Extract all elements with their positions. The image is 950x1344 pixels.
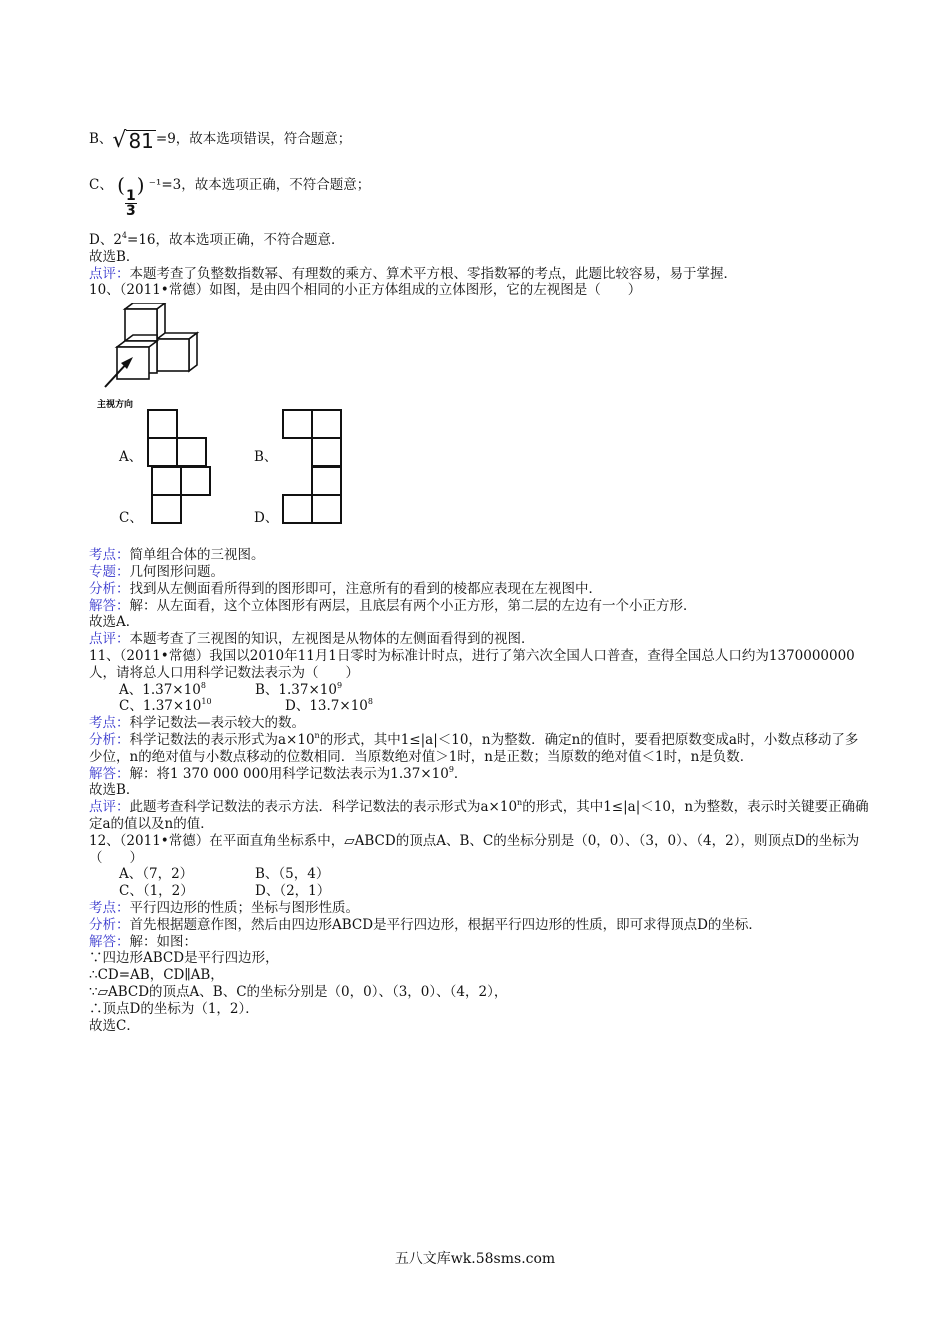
text: 科学记数法—表示较大的数。 bbox=[129, 715, 305, 732]
q10-choose: 故选A． bbox=[89, 614, 140, 631]
radicand: 81 bbox=[128, 129, 154, 153]
text: D、13.7×10 bbox=[285, 698, 368, 715]
q12-choose: 故选C． bbox=[89, 1017, 140, 1034]
text: 首先根据题意作图，然后由四边形ABCD是平行四边形，根据平行四边形的性质，即可求得顶点D的坐标． bbox=[129, 916, 762, 933]
option-d-label: D、 bbox=[254, 510, 279, 527]
q12-stem: 12、（2011•常德）在平面直角坐标系中，▱ABCD的顶点A、B、C的坐标分别是（0，0）、（3，0）、（4，2），则顶点D的坐标为（ ） bbox=[89, 832, 860, 866]
page-footer: 五八文库wk.58sms.com bbox=[394, 1251, 556, 1267]
option-b-label: B、 bbox=[254, 449, 278, 466]
q9-option-b-line bbox=[89, 130, 869, 151]
q10-stem: 10、（2011•常德）如图，是由四个相同的小正方体组成的立体图形，它的左视图是（ ） bbox=[89, 282, 642, 299]
cube-drawing bbox=[97, 303, 207, 413]
label: 解答： bbox=[89, 933, 130, 950]
text: 找到从左侧面看所得到的图形即可，注意所有的看到的棱都应表现在左视图中． bbox=[129, 580, 602, 597]
q10-jieda bbox=[89, 598, 869, 615]
text: 解：从左面看，这个立体图形有两层，且底层有两个小正方形，第二层的左边有一个小正方形． bbox=[129, 597, 697, 614]
text: 此题考查科学记数法的表示方法．科学记数法的表示形式为a×10 bbox=[129, 799, 518, 816]
q9-option-c-line bbox=[89, 173, 869, 219]
text: 解：将1 370 000 000用科学记数法表示为1.37×10 bbox=[129, 765, 449, 782]
paren-left: ( bbox=[117, 173, 125, 197]
superscript: 8 bbox=[200, 680, 206, 690]
text: =9，故本选项错误，符合题意； bbox=[155, 131, 352, 147]
q12-option-a: A、（7，2） bbox=[119, 866, 194, 883]
q10-kaodian bbox=[89, 547, 869, 564]
text: C、1.37×10 bbox=[119, 698, 202, 715]
text: 的形式，其中1≤|a|＜10，n为整数．确定n的值时，要看把原数变成a时，小数点移动了多少位，n的绝对值与小数点移动的位数相同．当原数绝对值＞1时，n是正数；当原数的绝对值＜1时，n是负数． bbox=[89, 731, 859, 765]
q10-cube-figure bbox=[97, 303, 207, 413]
q11-option-d bbox=[285, 698, 373, 714]
q10-fenxi bbox=[89, 581, 869, 598]
label: 考点： bbox=[89, 899, 130, 916]
text: D、2 bbox=[89, 232, 122, 248]
q11-dianping bbox=[89, 799, 869, 833]
text: 几何图形问题。 bbox=[129, 563, 224, 580]
label: 分析： bbox=[89, 580, 130, 597]
q11-stem: 11、（2011•常德）我国以2010年11月1日零时为标准计时点，进行了第六次全国人口普查，查得全国总人口约为1370000000人，请将总人口用科学记数法表示为（ ） bbox=[89, 647, 855, 681]
label: 解答： bbox=[89, 597, 130, 614]
radical-sign: √ bbox=[112, 128, 127, 153]
q11-option-a bbox=[119, 682, 255, 699]
q12-step-4: ∴顶点D的坐标为（1，2）． bbox=[89, 1000, 259, 1017]
q12-option-b: B、（5，4） bbox=[255, 866, 330, 883]
denominator: 3 bbox=[125, 203, 136, 219]
text: 科学记数法的表示形式为a×10 bbox=[129, 731, 315, 748]
q12-step-3: ∵▱ABCD的顶点A、B、C的坐标分别是（0，0）、（3，0）、（4，2）， bbox=[89, 983, 508, 1000]
text: 本题考查了负整数指数幂、有理数的乘方、算术平方根、零指数幂的考点，此题比较容易，易于掌握． bbox=[129, 265, 737, 282]
superscript: 9 bbox=[336, 680, 343, 690]
text: B、 bbox=[89, 131, 113, 147]
superscript: 4 bbox=[121, 231, 128, 240]
q11-option-b bbox=[255, 682, 342, 698]
text: C、 bbox=[89, 177, 118, 193]
fig-caption-text: 主视方向 bbox=[97, 400, 134, 411]
option-c-label: C、 bbox=[119, 510, 143, 527]
label: 考点： bbox=[89, 715, 130, 732]
text: B、1.37×10 bbox=[255, 681, 337, 698]
q11-options-row1 bbox=[89, 682, 869, 699]
q10-zhuanti bbox=[89, 564, 869, 581]
label: 点评： bbox=[89, 799, 130, 816]
superscript: n bbox=[314, 730, 320, 740]
q10-dianping bbox=[89, 631, 869, 648]
fraction bbox=[125, 189, 137, 218]
document-body bbox=[89, 130, 869, 1034]
q12-fenxi bbox=[89, 917, 869, 934]
label: 考点： bbox=[89, 547, 130, 564]
q11-kaodian bbox=[89, 715, 869, 732]
q12-option-c: C、（1，2） bbox=[119, 883, 194, 900]
q10-options bbox=[89, 419, 869, 547]
q12-options-row2 bbox=[89, 883, 869, 900]
q9-comment bbox=[89, 266, 869, 283]
q12-options-row1 bbox=[89, 866, 869, 883]
text: ． bbox=[453, 765, 468, 782]
q11-fenxi bbox=[89, 732, 869, 766]
superscript: 9 bbox=[448, 764, 454, 774]
superscript: 8 bbox=[367, 697, 373, 707]
superscript: n bbox=[517, 798, 523, 808]
q9-choose: 故选B． bbox=[89, 248, 140, 265]
label: 分析： bbox=[89, 731, 130, 748]
label: 解答： bbox=[89, 765, 130, 782]
superscript: 10 bbox=[201, 697, 212, 707]
label: 分析： bbox=[89, 916, 130, 933]
text: 简单组合体的三视图。 bbox=[129, 547, 265, 564]
label: 专题： bbox=[89, 563, 130, 580]
q12-step-2: ∴CD=AB，CD∥AB， bbox=[89, 967, 224, 984]
text: ⁻¹=3，故本选项正确，不符合题意； bbox=[144, 177, 371, 193]
q11-jieda bbox=[89, 766, 869, 783]
paren-right: ) bbox=[136, 173, 145, 197]
q12-jieda bbox=[89, 934, 869, 951]
text: 的形式，其中1≤|a|＜10，n为整数，表示时关键要正确确定a的值以及n的值． bbox=[89, 799, 869, 832]
q11-options-row2 bbox=[89, 698, 869, 715]
q12-option-d: D、（2，1） bbox=[255, 883, 331, 900]
text: 解：如图： bbox=[129, 933, 197, 950]
q11-option-c bbox=[119, 698, 285, 715]
text: =16，故本选项正确，不符合题意． bbox=[127, 232, 345, 248]
option-a-label: A、 bbox=[119, 449, 143, 466]
q12-kaodian bbox=[89, 900, 869, 917]
sqrt-expression bbox=[112, 130, 155, 151]
q12-step-1: ∵四边形ABCD是平行四边形， bbox=[89, 950, 279, 967]
text: A、1.37×10 bbox=[119, 681, 201, 698]
q9-option-d-line bbox=[89, 232, 869, 249]
numerator: 1 bbox=[125, 188, 136, 204]
label: 点评： bbox=[89, 631, 130, 648]
label: 点评： bbox=[89, 265, 130, 282]
q11-choose: 故选B． bbox=[89, 782, 140, 799]
text: 本题考查了三视图的知识，左视图是从物体的左侧面看得到的视图． bbox=[129, 631, 535, 648]
text: 平行四边形的性质；坐标与图形性质。 bbox=[129, 899, 359, 916]
